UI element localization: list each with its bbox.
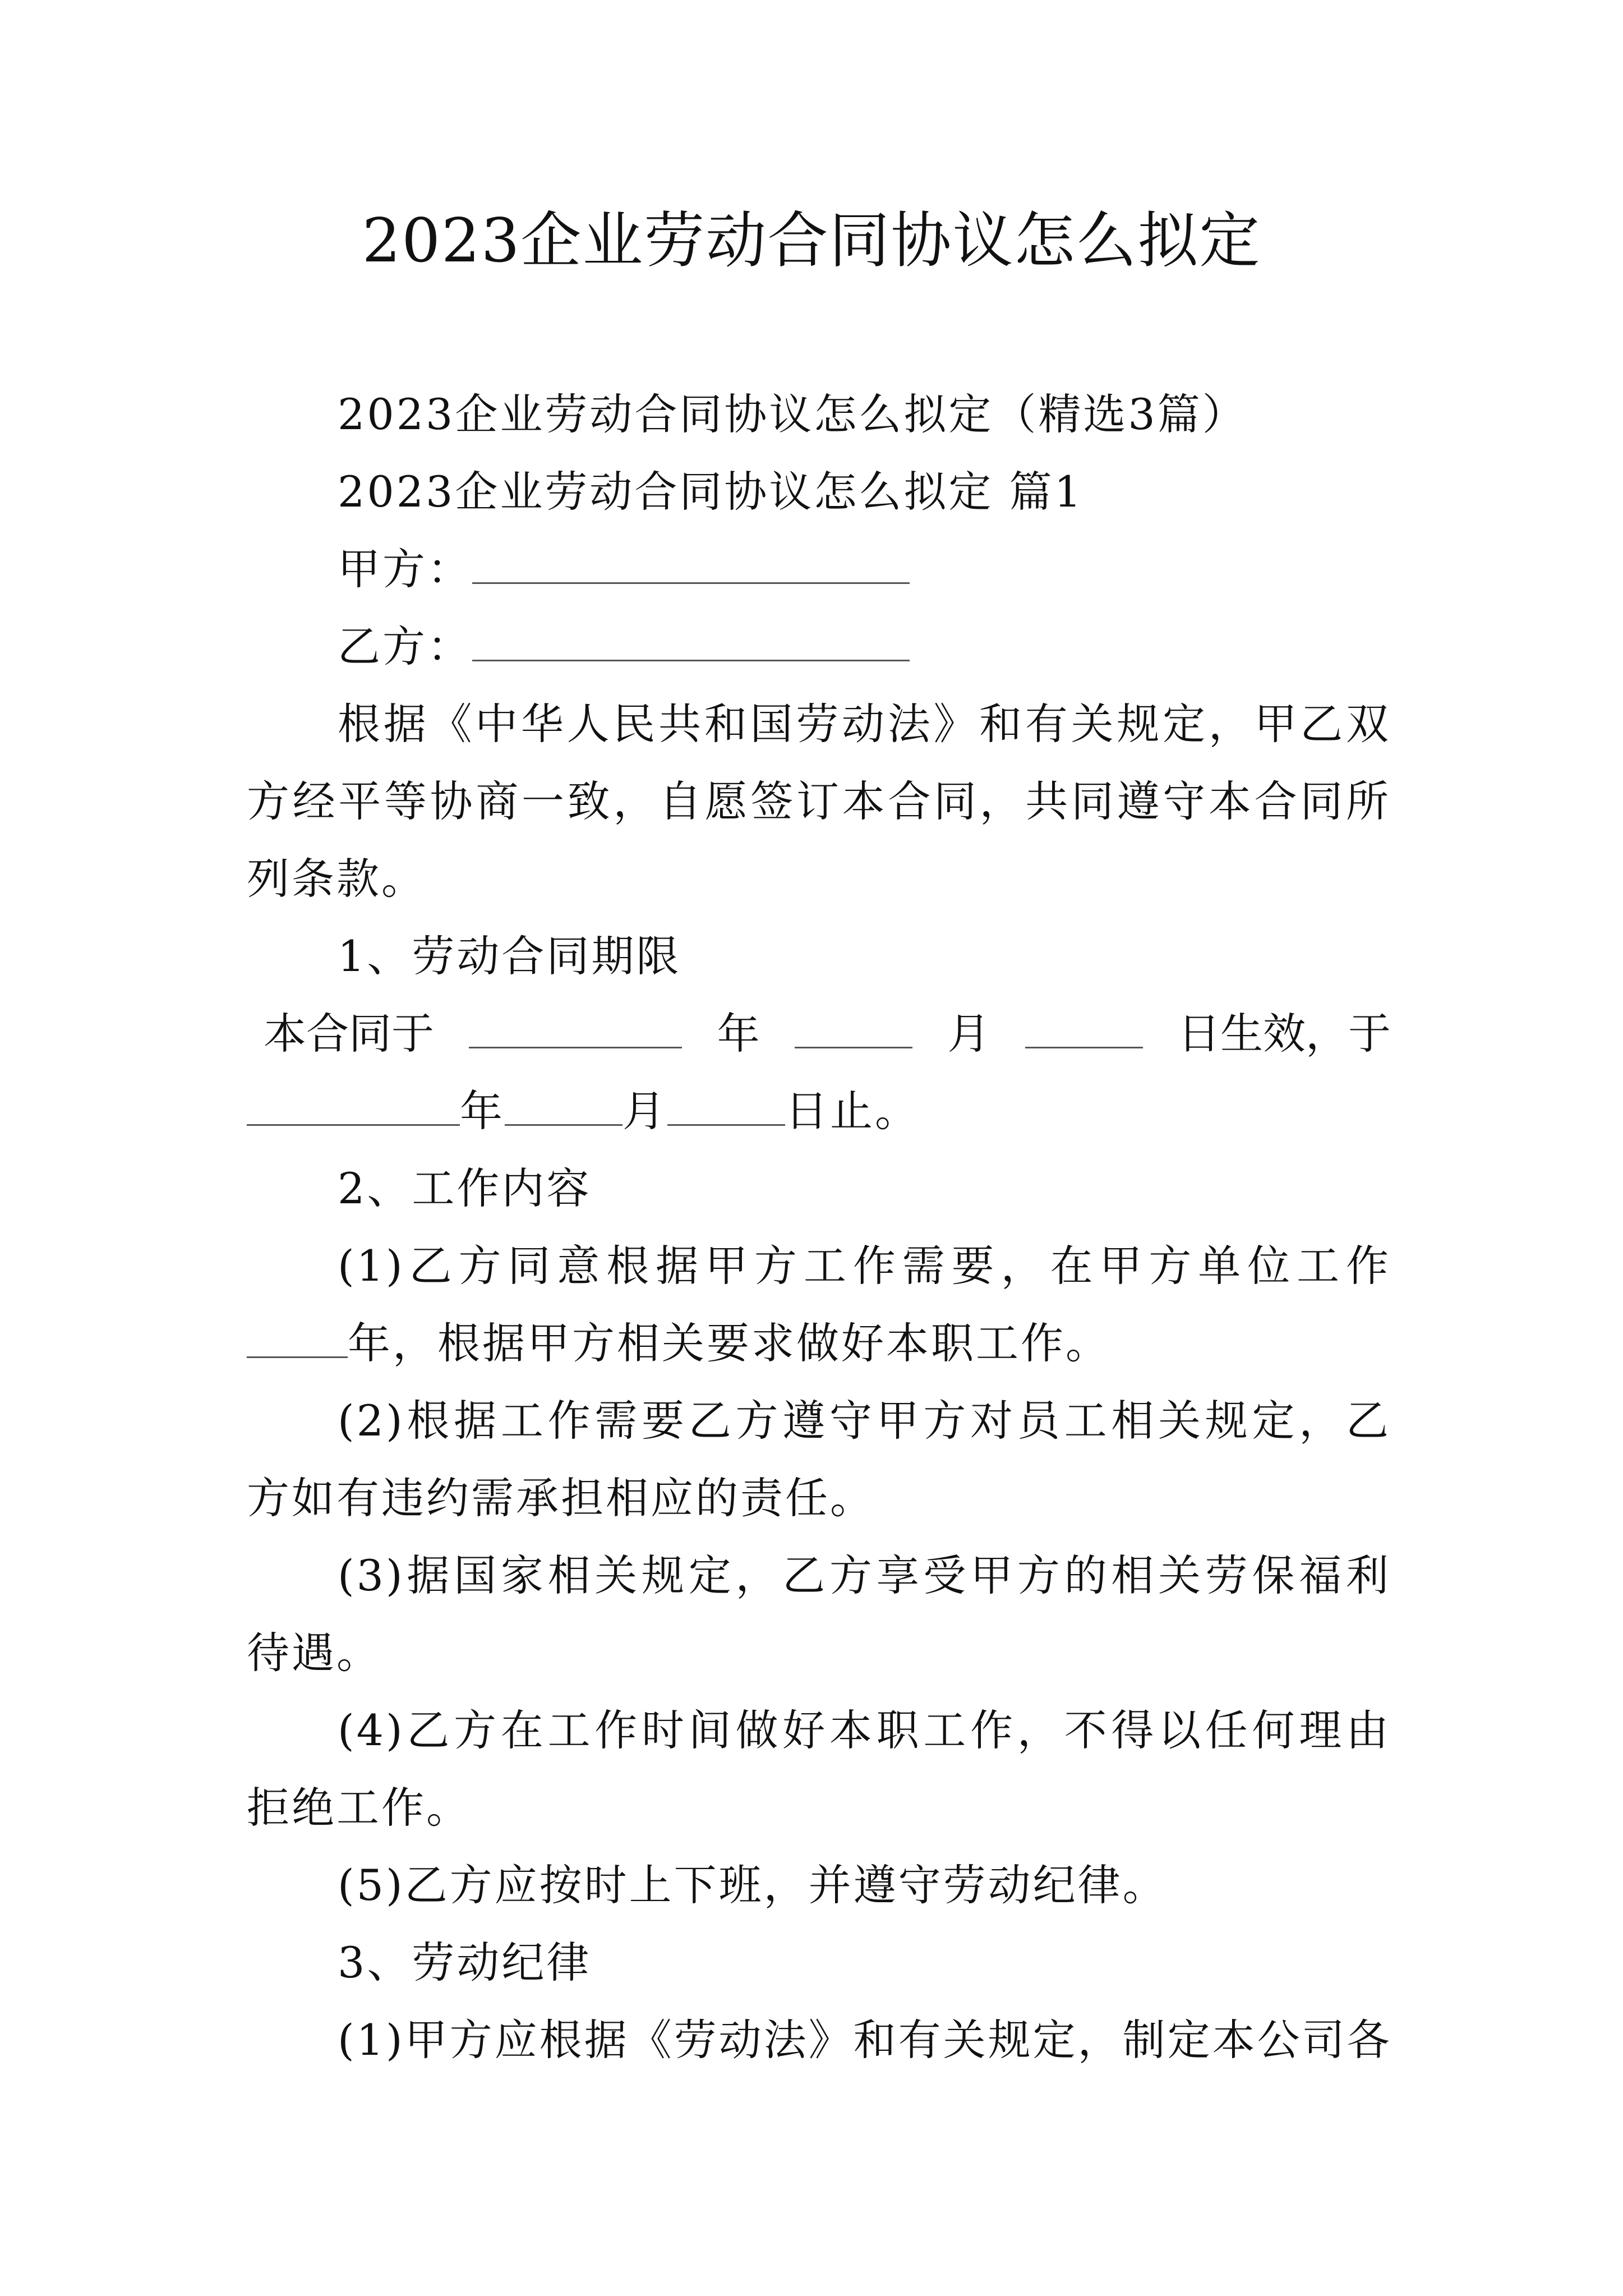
clause2-item5: (5)乙方应按时上下班，并遵守劳动纪律。 — [338, 1860, 1168, 1910]
clause2-item2: (2)根据工作需要乙方遵守甲方对员工相关规定，乙方如有违约需承担相应的责任。 — [247, 1396, 1391, 1523]
end-day-blank — [667, 1093, 785, 1126]
party-b-blank — [472, 628, 910, 661]
document-title: 2023企业劳动合同协议怎么拟定 — [362, 206, 1261, 276]
start-day-blank — [1025, 1015, 1143, 1048]
start-month-blank — [795, 1015, 912, 1048]
end-day-suffix: 日止。 — [785, 1086, 920, 1136]
party-a-label: 甲方： — [338, 544, 472, 594]
start-year-label: 年 — [717, 1009, 760, 1059]
start-day-suffix: 日生效，于 — [1177, 1009, 1391, 1059]
clause2-heading: 2、工作内容 — [338, 1163, 592, 1213]
start-month-label: 月 — [947, 1009, 990, 1059]
document-subtitle: 2023企业劳动合同协议怎么拟定（精选3篇） — [338, 389, 1247, 439]
clause3-heading: 3、劳动纪律 — [338, 1938, 592, 1987]
contract-term-line-2 — [247, 1073, 1391, 1150]
party-b-label: 乙方： — [338, 622, 472, 671]
clause2-item3: (3)据国家相关规定，乙方享受甲方的相关劳保福利待遇。 — [247, 1550, 1391, 1678]
preamble-paragraph: 根据《中华人民共和国劳动法》和有关规定，甲乙双方经平等协商一致，自愿签订本合同，共同遵守本合同所列条款。 — [247, 699, 1391, 904]
end-year-label: 年 — [460, 1086, 505, 1136]
clause1-heading: 1、劳动合同期限 — [338, 931, 681, 981]
clause2-item1-text: (1)乙方同意根据甲方工作需要，在甲方单位工作 — [338, 1241, 1391, 1291]
end-month-blank — [505, 1093, 623, 1126]
clause3-item1: (1)甲方应根据《劳动法》和有关规定，制定本公司各 — [338, 2015, 1392, 2065]
end-month-label: 月 — [623, 1086, 667, 1136]
clause2-item1-cont: 年，根据甲方相关要求做好本职工作。 — [348, 1318, 1110, 1368]
document-body — [247, 376, 1391, 2079]
section-heading: 2023企业劳动合同协议怎么拟定 篇1 — [338, 467, 1083, 517]
party-a-line — [247, 531, 1391, 608]
party-a-blank — [472, 551, 910, 584]
contract-term-line-1 — [247, 995, 1391, 1073]
party-b-line — [247, 608, 1391, 685]
clause2-item4: (4)乙方在工作时间做好本职工作，不得以任何理由拒绝工作。 — [247, 1705, 1391, 1833]
term-start-prefix: 本合同于 — [264, 1009, 434, 1059]
clause2-item1 — [247, 1227, 1391, 1382]
start-year-blank — [469, 1015, 682, 1048]
work-years-blank — [247, 1325, 348, 1358]
end-year-blank — [247, 1093, 460, 1126]
